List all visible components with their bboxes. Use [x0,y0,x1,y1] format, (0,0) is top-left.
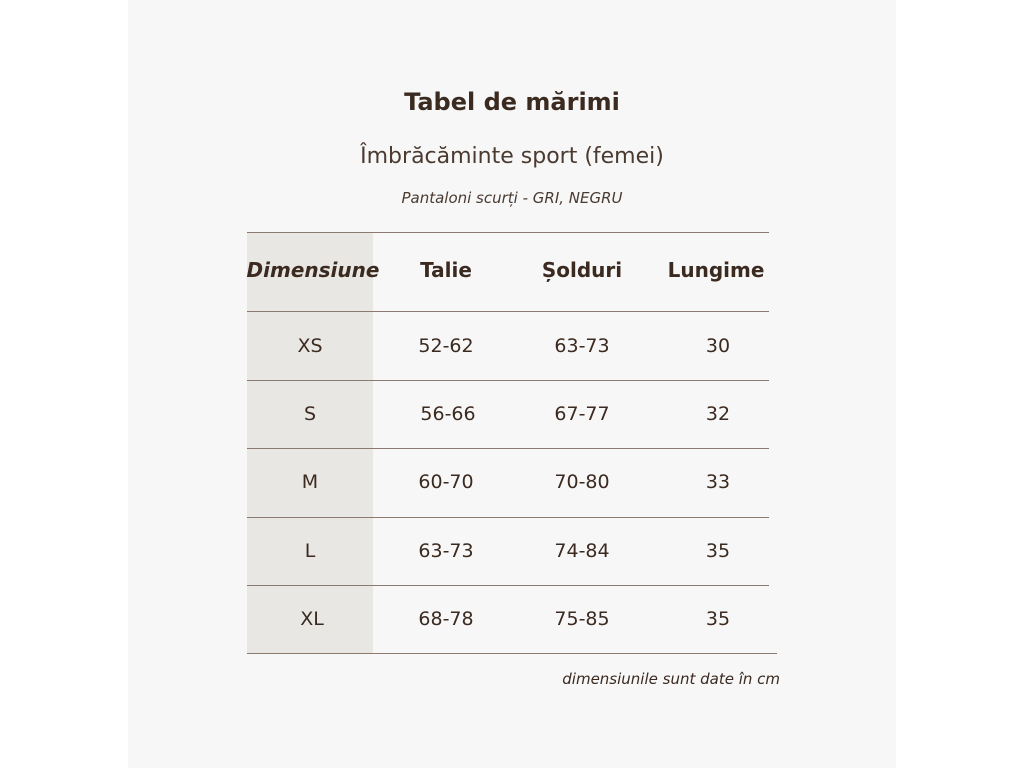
cell-waist: 56-66 [420,403,476,425]
cell-waist: 52-62 [418,335,474,357]
cell-hips: 74-84 [554,540,610,562]
cell-hips: 75-85 [554,608,610,630]
product-name: Pantaloni scurți - GRI, NEGRU [401,189,623,207]
row-rule [247,448,769,449]
cell-hips: 70-80 [554,471,610,493]
header-waist: Talie [420,258,472,282]
cell-size: XL [300,608,324,630]
cell-hips: 67-77 [554,403,610,425]
row-rule [247,517,769,518]
cell-waist: 60-70 [418,471,474,493]
size-chart-sheet [128,0,896,768]
cell-length: 33 [705,471,731,493]
header-size: Dimensiune [246,258,380,282]
cell-length: 35 [705,608,731,630]
header-hips: Șolduri [541,258,623,282]
header-rule [247,311,769,312]
row-rule [247,380,769,381]
table-bottom-rule [247,653,777,654]
cell-waist: 63-73 [418,540,474,562]
cell-size: S [303,403,317,425]
cell-hips: 63-73 [554,335,610,357]
page-title: Tabel de mărimi [404,88,620,116]
header-length: Lungime [667,258,765,282]
cell-length: 35 [705,540,731,562]
cell-size: XS [297,335,323,357]
cell-length: 30 [705,335,731,357]
table-top-rule [247,232,769,233]
size-column-background [247,233,373,654]
units-note: dimensiunile sunt date în cm [562,670,780,688]
cell-size: L [304,540,316,562]
cell-size: M [301,471,319,493]
page-subtitle: Îmbrăcăminte sport (femei) [360,144,664,169]
cell-length: 32 [705,403,731,425]
cell-waist: 68-78 [418,608,474,630]
row-rule [247,585,769,586]
